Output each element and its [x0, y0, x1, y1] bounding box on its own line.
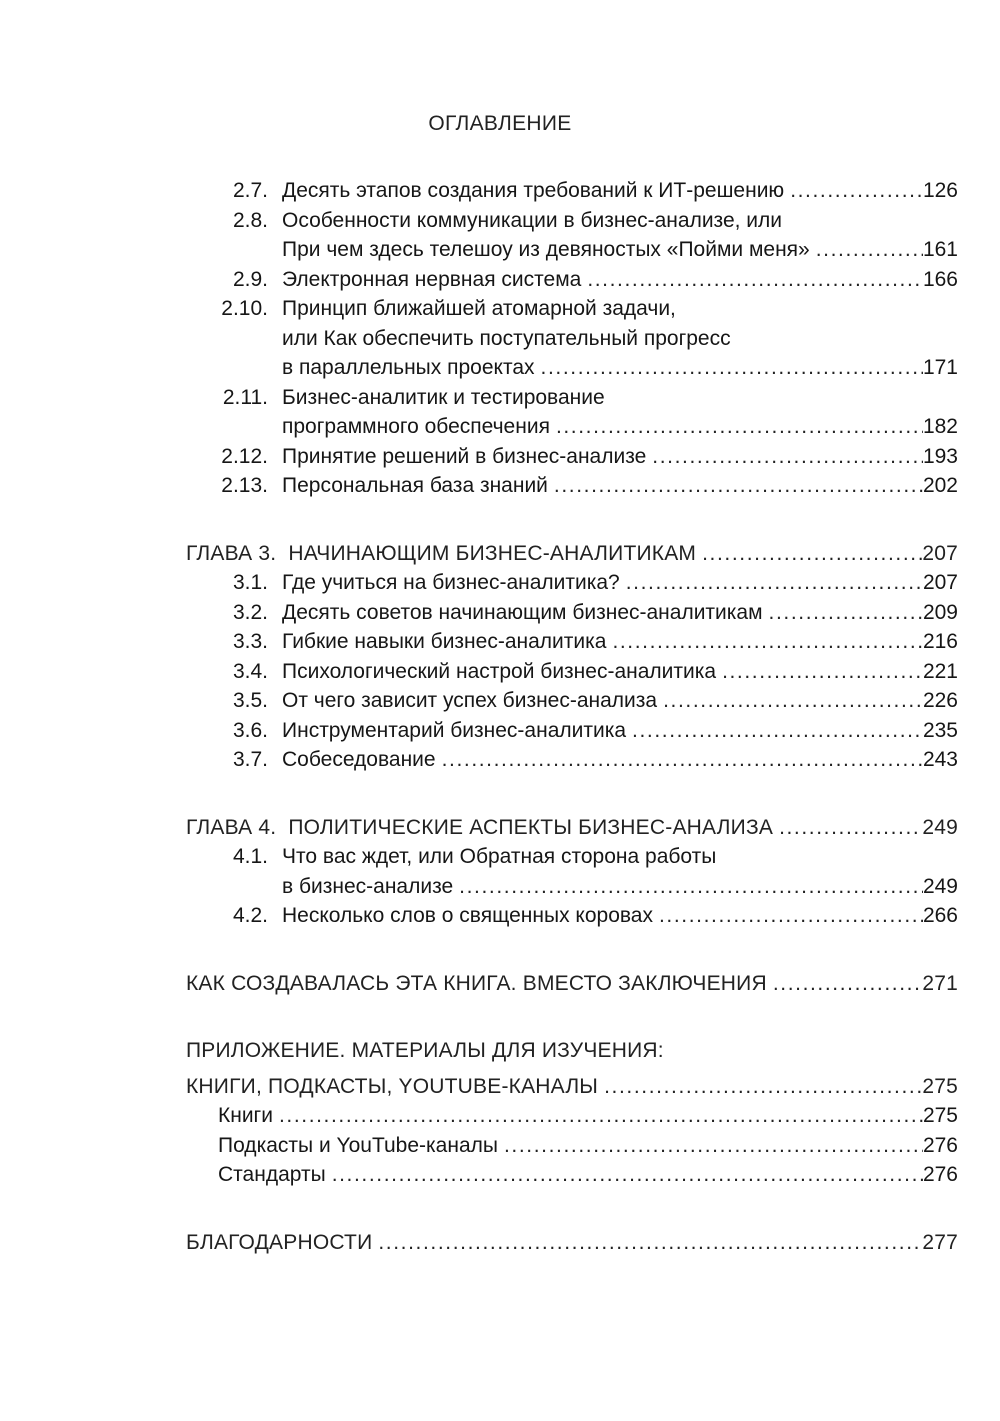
section-number: 3.4. [232, 659, 268, 683]
dot-leader [626, 716, 923, 746]
toc-line[interactable] [186, 324, 958, 354]
dot-leader [784, 176, 923, 206]
section-title: От чего зависит успех бизнес-анализа [282, 689, 658, 712]
toc-line[interactable] [186, 627, 958, 657]
dot-leader [550, 412, 923, 442]
section-title: Что вас ждет, или Обратная сторона работы [282, 845, 717, 868]
page-number: 275 [922, 1104, 958, 1127]
page-number: 202 [922, 474, 958, 497]
appendix-item-title: Книги [218, 1104, 273, 1127]
toc-line[interactable] [186, 206, 958, 236]
chapter-4-page: 249 [922, 815, 958, 839]
thanks-page: 277 [922, 1230, 958, 1254]
section-number: 3.2. [232, 600, 268, 624]
page-number: 221 [922, 659, 958, 683]
chapter-3-title: НАЧИНАЮЩИМ БИЗНЕС-АНАЛИТИКАМ [288, 541, 697, 565]
section-title: Электронная нервная система [282, 267, 582, 291]
toc-line[interactable] [186, 265, 958, 295]
page-number: 171 [922, 356, 958, 379]
dot-leader [535, 353, 923, 383]
dot-leader [581, 265, 923, 295]
toc-line[interactable] [186, 235, 958, 265]
page-number: 249 [922, 874, 958, 898]
sections-chapter-4 [186, 842, 958, 931]
appendix-page: 275 [922, 1074, 958, 1098]
section-title: Инструментарий бизнес-аналитика [282, 718, 627, 742]
section-title: в параллельных проектах [282, 356, 535, 379]
page-number: 235 [922, 718, 958, 742]
page-number: 226 [922, 689, 958, 712]
dot-leader [763, 598, 923, 628]
section-number: 2.7. [232, 179, 268, 202]
section-title: Психологический настрой бизнес-аналитика [282, 659, 717, 683]
dot-leader [696, 539, 922, 569]
section-number: 2.8. [232, 208, 268, 232]
dot-leader [372, 1228, 922, 1258]
toc-line[interactable] [186, 872, 958, 902]
dot-leader [498, 1131, 923, 1161]
section-title: Принятие решений в бизнес-анализе [282, 444, 647, 468]
page-number: 216 [922, 630, 958, 653]
conclusion-title: КАК СОЗДАВАЛАСЬ ЭТА КНИГА. ВМЕСТО ЗАКЛЮЧЕНИЯ [186, 971, 767, 995]
dot-leader [810, 235, 923, 265]
appendix-item-title: Подкасты и YouTube-каналы [218, 1133, 498, 1157]
appendix-entry[interactable] [186, 1072, 958, 1102]
dot-leader [326, 1160, 923, 1190]
appendix-title-line1 [186, 1036, 958, 1066]
section-number: 4.1. [232, 845, 268, 868]
sections-chapter-2 [186, 176, 958, 501]
thanks-entry[interactable] [186, 1228, 958, 1258]
dot-leader [273, 1101, 923, 1131]
appendix-item[interactable] [186, 1101, 958, 1131]
toc-line[interactable] [186, 383, 958, 413]
section-title: в бизнес-анализе [282, 874, 454, 898]
toc-line[interactable] [186, 412, 958, 442]
page-number: 193 [922, 444, 958, 468]
section-title: Несколько слов о священных коровах [282, 904, 653, 927]
section-title: При чем здесь телешоу из девяностых «Пойми меня» [282, 238, 810, 261]
dot-leader [598, 1072, 922, 1102]
toc-line[interactable] [186, 568, 958, 598]
dot-leader [620, 568, 923, 598]
appendix-item[interactable] [186, 1131, 958, 1161]
section-title: Гибкие навыки бизнес-аналитика [282, 630, 607, 653]
page-number: 126 [922, 179, 958, 202]
page-number: 243 [922, 748, 958, 771]
section-number: 2.13. [221, 474, 268, 497]
section-title: Бизнес-аналитик и тестирование [282, 385, 605, 409]
toc-line[interactable] [186, 598, 958, 628]
toc-line[interactable] [186, 176, 958, 206]
section-number: 3.6. [232, 718, 268, 742]
toc-line[interactable] [186, 842, 958, 872]
page-number: 161 [922, 238, 958, 261]
chapter-3-label: ГЛАВА 3. [186, 541, 277, 565]
section-number: 4.2. [232, 904, 268, 927]
toc-line[interactable] [186, 686, 958, 716]
section-title: или Как обеспечить поступательный прогресс [282, 326, 731, 350]
section-number: 2.12. [221, 444, 268, 468]
toc-line[interactable] [186, 294, 958, 324]
thanks-title: БЛАГОДАРНОСТИ [186, 1230, 373, 1254]
appendix-item[interactable] [186, 1160, 958, 1190]
toc-line[interactable] [186, 901, 958, 931]
dot-leader [716, 657, 923, 687]
chapter-4-title: ПОЛИТИЧЕСКИЕ АСПЕКТЫ БИЗНЕС-АНАЛИЗА [288, 815, 774, 839]
page-number: 207 [922, 571, 958, 594]
section-number: 3.7. [232, 748, 268, 771]
toc-line[interactable] [186, 716, 958, 746]
section-number: 3.1. [232, 571, 268, 594]
section-title: Десять этапов создания требований к ИТ-решению [282, 179, 785, 202]
section-title: Персональная база знаний [282, 474, 548, 497]
conclusion-page: 271 [922, 971, 958, 995]
page-number: 182 [922, 415, 958, 438]
section-number: 2.10. [221, 297, 268, 320]
page-title: ОГЛАВЛЕНИЕ [428, 112, 572, 135]
table-of-contents [186, 176, 958, 1257]
dot-leader [548, 471, 923, 501]
chapter-4-label: ГЛАВА 4. [186, 815, 277, 839]
toc-line[interactable] [186, 657, 958, 687]
page-number: 276 [922, 1163, 958, 1186]
page-number: 209 [922, 600, 958, 624]
section-number: 2.11. [222, 385, 268, 409]
section-number: 3.3. [232, 630, 268, 653]
dot-leader [606, 627, 923, 657]
appendix-item-title: Стандарты [218, 1163, 326, 1186]
appendix-title-text: ПРИЛОЖЕНИЕ. МАТЕРИАЛЫ ДЛЯ ИЗУЧЕНИЯ: [186, 1039, 664, 1062]
chapter-4-entry[interactable] [186, 813, 958, 843]
section-title: Собеседование [282, 748, 436, 771]
dot-leader [767, 969, 923, 999]
sections-chapter-3 [186, 568, 958, 775]
toc-line[interactable] [186, 471, 958, 501]
page-number: 166 [922, 267, 958, 291]
section-title: Принцип ближайшей атомарной задачи, [282, 297, 676, 320]
section-title: Особенности коммуникации в бизнес-анализе, или [282, 208, 783, 232]
toc-line[interactable] [186, 353, 958, 383]
dot-leader [653, 901, 923, 931]
dot-leader [436, 745, 923, 775]
section-title: Десять советов начинающим бизнес-аналитикам [282, 600, 763, 624]
dot-leader [657, 686, 923, 716]
appendix-title-line2: КНИГИ, ПОДКАСТЫ, YOUTUBE-КАНАЛЫ [186, 1074, 599, 1098]
section-title: Где учиться на бизнес-аналитика? [282, 571, 620, 594]
chapter-3-entry[interactable] [186, 539, 958, 569]
page-number: 276 [922, 1133, 958, 1157]
section-number: 3.5. [232, 689, 268, 712]
section-number: 2.9. [232, 267, 268, 291]
dot-leader [646, 442, 923, 472]
section-title: программного обеспечения [282, 415, 550, 438]
toc-line[interactable] [186, 442, 958, 472]
dot-leader [453, 872, 923, 902]
page-number: 266 [922, 904, 958, 927]
dot-leader [773, 813, 922, 843]
chapter-3-page: 207 [922, 541, 958, 565]
toc-line[interactable] [186, 745, 958, 775]
appendix-items [186, 1101, 958, 1190]
conclusion-entry[interactable] [186, 969, 958, 999]
